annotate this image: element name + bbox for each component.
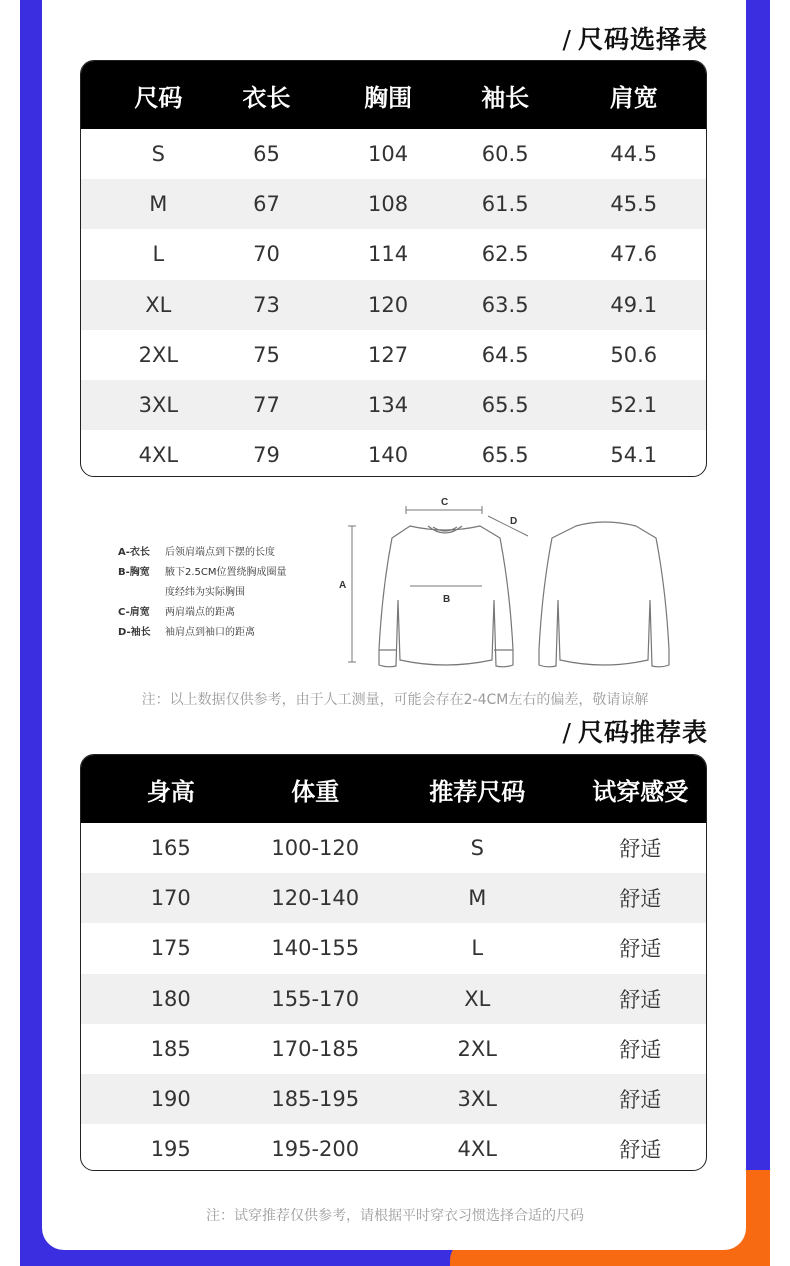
table-cell: 79 bbox=[253, 443, 280, 468]
table-cell: 108 bbox=[368, 192, 409, 217]
legend-key: B-胸宽 bbox=[118, 567, 150, 578]
table-row bbox=[81, 330, 706, 380]
table-cell: 175 bbox=[150, 936, 191, 961]
table-cell: 140-155 bbox=[271, 936, 360, 961]
table-cell: 104 bbox=[368, 142, 409, 167]
table-cell: 舒适 bbox=[619, 1037, 662, 1062]
table-cell: 65.5 bbox=[481, 393, 529, 418]
table-cell: 61.5 bbox=[481, 192, 529, 217]
table-row bbox=[81, 923, 706, 973]
legend-key: A-衣长 bbox=[118, 547, 150, 558]
table-cell: 180 bbox=[150, 986, 191, 1011]
table-cell: 舒适 bbox=[619, 837, 662, 862]
legend-value: 腋下2.5CM位置绕胸成圈量 bbox=[165, 567, 287, 578]
table-cell: L bbox=[152, 242, 165, 267]
table-cell: 165 bbox=[150, 836, 191, 861]
measurement-diagram bbox=[110, 490, 690, 680]
label-d: D bbox=[510, 516, 518, 527]
table-cell: 舒适 bbox=[619, 1088, 662, 1113]
table-row bbox=[81, 430, 706, 477]
table-cell: 3XL bbox=[138, 393, 179, 418]
legend-value: 袖肩点到袖口的距离 bbox=[165, 627, 255, 638]
recommend-chart-header bbox=[81, 755, 706, 823]
table-cell: 185-195 bbox=[271, 1087, 360, 1112]
label-b: B bbox=[443, 594, 451, 605]
table-cell: 100-120 bbox=[271, 836, 360, 861]
header-cell: 推荐尺码 bbox=[429, 777, 526, 806]
table-cell: S bbox=[470, 836, 484, 861]
table-row bbox=[81, 873, 706, 923]
table-cell: 舒适 bbox=[619, 937, 662, 962]
table-cell: 73 bbox=[253, 292, 280, 317]
header-cell: 胸围 bbox=[364, 83, 413, 112]
header-cell: 试穿感受 bbox=[592, 777, 689, 806]
table-cell: L bbox=[471, 936, 484, 961]
table-cell: 185 bbox=[150, 1036, 191, 1061]
legend-key: D-袖长 bbox=[118, 627, 151, 638]
table-cell: 4XL bbox=[138, 443, 179, 468]
table-cell: 2XL bbox=[138, 342, 179, 367]
note-measurement: 注：以上数据仅供参考，由于人工测量，可能会存在2-4CM左右的偏差，敬请谅解 bbox=[141, 692, 649, 708]
legend-value: 度经纬为实际胸围 bbox=[165, 587, 245, 598]
table-cell: 195-200 bbox=[271, 1137, 360, 1162]
table-cell: 120-140 bbox=[271, 886, 360, 911]
table-cell: 170 bbox=[150, 886, 191, 911]
table-cell: 195 bbox=[150, 1137, 191, 1162]
table-cell: 3XL bbox=[457, 1087, 497, 1112]
table-cell: 75 bbox=[253, 342, 280, 367]
sweater-illustration bbox=[110, 490, 690, 680]
table-cell: 155-170 bbox=[271, 986, 360, 1011]
label-c: C bbox=[441, 497, 449, 508]
table-cell: 50.6 bbox=[610, 342, 658, 367]
table-row bbox=[81, 229, 706, 279]
table-cell: 134 bbox=[368, 393, 409, 418]
table-cell: 54.1 bbox=[610, 443, 658, 468]
table-cell: 44.5 bbox=[610, 142, 658, 167]
legend-value: 后领肩端点到下摆的长度 bbox=[165, 547, 275, 558]
table-cell: 77 bbox=[253, 393, 280, 418]
table-cell: 114 bbox=[368, 242, 409, 267]
table-cell: 舒适 bbox=[619, 1138, 662, 1163]
table-row bbox=[81, 1024, 706, 1074]
table-row bbox=[81, 1074, 706, 1124]
table-cell: 65 bbox=[253, 142, 280, 167]
size-chart-header bbox=[81, 61, 706, 129]
table-cell: 60.5 bbox=[481, 142, 529, 167]
table-cell: 190 bbox=[150, 1087, 191, 1112]
table-cell: 舒适 bbox=[619, 887, 662, 912]
table-cell: 63.5 bbox=[481, 292, 529, 317]
table-cell: XL bbox=[145, 292, 172, 317]
table-row bbox=[81, 380, 706, 430]
table-cell: 65.5 bbox=[481, 443, 529, 468]
legend-value: 两肩端点的距离 bbox=[165, 607, 235, 618]
table-cell: 52.1 bbox=[610, 393, 658, 418]
header-cell: 尺码 bbox=[134, 83, 183, 112]
table-cell: 4XL bbox=[457, 1137, 497, 1162]
header-cell: 袖长 bbox=[481, 83, 530, 112]
table-cell: 62.5 bbox=[481, 242, 529, 267]
size-chart-title: / 尺码选择表 bbox=[562, 25, 708, 54]
table-row bbox=[81, 179, 706, 229]
table-cell: 47.6 bbox=[610, 242, 658, 267]
table-cell: 舒适 bbox=[619, 987, 662, 1012]
table-cell: 120 bbox=[368, 292, 409, 317]
table-cell: 67 bbox=[253, 192, 280, 217]
table-cell: 70 bbox=[253, 242, 280, 267]
table-cell: 140 bbox=[368, 443, 409, 468]
table-cell: 127 bbox=[368, 342, 409, 367]
table-row bbox=[81, 280, 706, 330]
recommend-chart-title: / 尺码推荐表 bbox=[562, 718, 708, 747]
table-cell: 49.1 bbox=[610, 292, 658, 317]
table-cell: M bbox=[149, 192, 168, 217]
table-cell: 45.5 bbox=[610, 192, 658, 217]
size-chart-table bbox=[80, 60, 707, 477]
note-recommend: 注：试穿推荐仅供参考，请根据平时穿衣习惯选择合适的尺码 bbox=[206, 1208, 584, 1224]
table-row bbox=[81, 1124, 706, 1171]
table-cell: 64.5 bbox=[481, 342, 529, 367]
table-cell: M bbox=[468, 886, 487, 911]
header-cell: 体重 bbox=[291, 777, 340, 806]
table-row bbox=[81, 823, 706, 873]
legend-key: C-肩宽 bbox=[118, 607, 150, 618]
header-cell: 肩宽 bbox=[609, 83, 658, 112]
table-cell: S bbox=[151, 142, 166, 167]
header-cell: 衣长 bbox=[242, 83, 291, 112]
table-cell: 2XL bbox=[457, 1036, 497, 1061]
recommend-chart-table bbox=[80, 754, 707, 1171]
table-row bbox=[81, 974, 706, 1024]
label-a: A bbox=[339, 580, 347, 591]
table-row bbox=[81, 129, 706, 179]
table-cell: 170-185 bbox=[271, 1036, 360, 1061]
header-cell: 身高 bbox=[146, 777, 195, 806]
table-cell: XL bbox=[464, 986, 491, 1011]
